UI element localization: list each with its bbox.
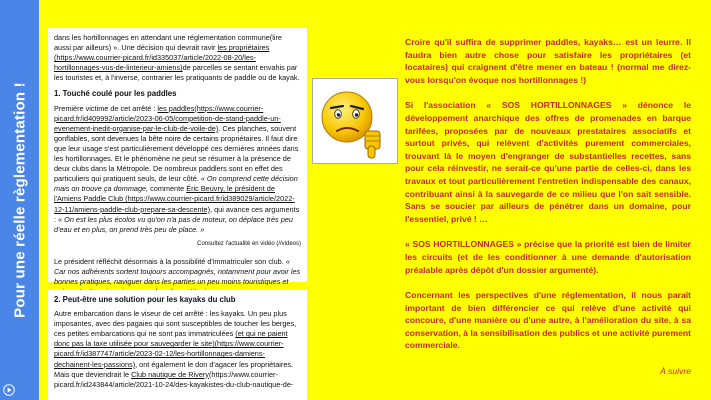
- commentary-paragraph-3: « SOS HORTILLONNAGES » précise que la priorité est bien de limiter les circuits (et de les conditionner à une demande d'autorisation préalable après dépôt d'un dossier argumenté).: [405, 239, 691, 275]
- link-proprietaires[interactable]: les propriétaires (https://www.courrier-picard.fr/id335037/article/2022-08-20/les-hortillonnages-vus-de-linterieur-amiens): [54, 43, 270, 73]
- commentary-paragraph-4: Concernant les perspectives d'une réglementation, il nous paraît important de bien différencier ce qui relève d'une activité qui concoure, d'une manière ou d'une autre, à l'amélioration du site, à sa conservation, à la sensibilisation des publics et une activité purement commerciale.: [405, 290, 691, 351]
- paragraph-kayaks: Autre embarcation dans le viseur de cet arrêté : les kayaks. Un peu plus imposantes, avec des pagaies qui sont susceptibles de toucher les berges, ces petites embarcations qui ne sont pas immatriculées (et qui ne paient donc pas la taxe utilisée pour sauvegarder le site)(https://www.courrier-picard.fr/id387747/article/2023-02-12/les-hortillonnages-damiens-dechainent-les-passions), ont également le don d'agacer les propriétaires. Mais que deviendrait le Club nautique de Rivery(https://www.courrier-picard.fr/id243844/article/2021-10-24/des-kayakistes-du-club-nautique-de-: [54, 309, 297, 389]
- paragraph-president: Le président réfléchit désormais à la possibilité d'immatriculer son club. « Car nos adhérents sortent toujours accompagnés, notamment pour avoir les bonnes pratiques, naviguer dans les parties un peu moins touristiques et: [54, 256, 301, 287]
- a-suivre: À suivre: [659, 366, 691, 377]
- section-heading-paddles: 1. Touché coulé pour les paddles: [54, 89, 177, 99]
- video-caption[interactable]: Consultez l'actualité en vidéo (//videos): [197, 240, 301, 247]
- article-excerpt-2: [48, 290, 307, 400]
- article-excerpt-1: [48, 28, 307, 287]
- paragraph-paddles: Première victime de cet arrêté : les paddles(https://www.courrier-picard.fr/id409992/article/2023-06-05/competition-de-stand-paddle-un-evenement-inedit-organise-par-le-club-de-voile-de). Ces planches, souvent gonflables, sont devenues la bête noire de certains propriétaires. Il faut dire que leur usage s'est particulièrement développé ces dernières années dans les hortillonnages. Et le phénomène ne peut se résumer à la présence de deux clubs dans la Métropole. De nombreux paddlers sont en effet des particuliers qui pratiquent seuls, de leur côté. « On comprend cette décision mais on trouve ça dommage, commente Éric Beuvry, le président de l'Amiens Paddle Club (https://www.courrier-picard.fr/id389029/article/2022-12-11/amiens-paddle-club-prepare-sa-descente), qui avance ces arguments : « On est les plus écolos vu qu'on n'a pas de moteur, on déplace très peu d'eau et en plus, on prend très peu de place. »: [54, 103, 300, 234]
- thumbs-down-emoji-icon: [312, 78, 398, 164]
- link-paddles[interactable]: les paddles(https://www.courrier-picard.fr/id409992/article/2023-06-05/competition-de-stand-paddle-un-evenement-inedit-organise-par-le-club-de-voile-de): [54, 103, 281, 133]
- link-club-nautique[interactable]: Club nautique de Rivery: [131, 369, 209, 379]
- sidebar-title: Pour une réelle règlementation !: [11, 82, 28, 318]
- section-heading-kayaks: 2. Peut-être une solution pour les kayaks du club: [54, 295, 236, 304]
- link-taxe[interactable]: (et qui ne paient donc pas la taxe utilisée pour sauvegarder le site)(https://www.courrier-picard.fr/id387747/article/2023-02-12/les-hortillonnages-damiens-dechainent-les-passions): [54, 329, 288, 369]
- article-intro: dans les hortillonnages en attendant une réglementation commune(lire aussi par ailleurs) ». Une décision qui devrait ravir les propriétaires (https://www.courrier-picard.fr/id335037/article/2022-08-20/les-hortillonnages-vus-de-linterieur-amiens)de parcelles se sentant envahis par les touristes et, à l'inverse, contrarier les pratiquants de paddle ou de kayak.: [54, 33, 300, 83]
- sidebar: [0, 0, 39, 400]
- commentary-text: [405, 36, 691, 391]
- commentary-paragraph-2: Si l'association « SOS HORTILLONNAGES » dénonce le développement anarchique des offres de promenades en barque tarifées, proposées par de nouveaux prestataires associatifs et surtout privés, qui relèvent d'activités purement commerciales, trouvant là le moyen d'engranger de substantielles recettes, sans pour cela réinvestir, ne serait-ce qu'une partie de celles-ci, dans les travaux et tout particulièrement l'entretien indispensable des canaux, contribuant ainsi à la sauvegarde de ce milieu que l'on sait sensible. Sans se soucier par ailleurs de pénétrer dans un domaine, pour l'essentiel, privé ! …: [405, 100, 691, 224]
- link-amiens-paddle-club[interactable]: Éric Beuvry, le président de l'Amiens Paddle Club (https://www.courrier-picard.fr/id389029/article/2022-12-11/amiens-paddle-club-prepare-sa-descente): [54, 184, 295, 214]
- commentary-paragraph-1: Croire qu'il suffira de supprimer paddles, kayaks… est un leurre. Il faudra bien autre chose pour satisfaire les propriétaires (et locataires) qui craignent d'être mener en bateau ! (normal me direz-vous lorsqu'on évoque nos hortillonnages !): [405, 37, 691, 85]
- play-icon[interactable]: [3, 384, 15, 396]
